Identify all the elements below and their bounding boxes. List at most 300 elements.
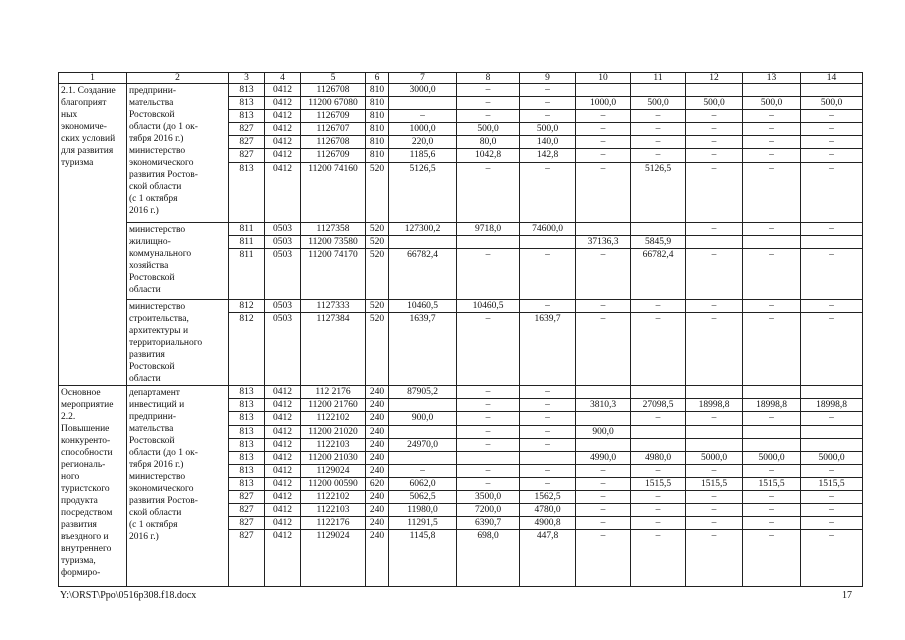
cell-col-12: – bbox=[686, 504, 743, 517]
cell-col-14 bbox=[801, 236, 863, 249]
cell-col-9: 4780,0 bbox=[520, 504, 576, 517]
cell-col-11: – bbox=[631, 530, 686, 587]
cell-col-9: 447,8 bbox=[520, 530, 576, 587]
cell-col-7: – bbox=[389, 110, 457, 123]
cell-col-14: – bbox=[801, 249, 863, 300]
executor-cell-line: области (до 1 ок- bbox=[129, 122, 198, 132]
cell-col-13: – bbox=[743, 223, 801, 236]
measure-cell-line: внутреннего bbox=[61, 544, 112, 554]
cell-col-11: – bbox=[631, 149, 686, 163]
cell-col-7: 5126,5 bbox=[389, 163, 457, 223]
cell-col-8: – bbox=[457, 412, 520, 426]
cell-col-8: – bbox=[457, 110, 520, 123]
table-row bbox=[59, 386, 863, 399]
cell-col-5: 1127333 bbox=[301, 300, 366, 313]
cell-col-10: – bbox=[576, 110, 631, 123]
cell-col-6: 240 bbox=[366, 426, 389, 439]
executor-cell bbox=[127, 300, 229, 386]
cell-col-13: 18998,8 bbox=[743, 399, 801, 412]
executor-cell-line: инвестиций и bbox=[129, 400, 185, 410]
header-cell: 13 bbox=[743, 73, 801, 84]
executor-cell-line: (с 1 октября bbox=[129, 194, 178, 204]
cell-col-7 bbox=[389, 426, 457, 439]
cell-col-5: 11200 73580 bbox=[301, 236, 366, 249]
cell-col-13: 5000,0 bbox=[743, 452, 801, 465]
cell-col-3: 813 bbox=[229, 439, 265, 452]
cell-col-11: 66782,4 bbox=[631, 249, 686, 300]
cell-col-12: 5000,0 bbox=[686, 452, 743, 465]
table-row bbox=[59, 300, 863, 313]
cell-col-5: 11200 00590 bbox=[301, 478, 366, 491]
cell-col-7: – bbox=[389, 465, 457, 478]
cell-col-13: – bbox=[743, 136, 801, 149]
cell-col-12: – bbox=[686, 123, 743, 136]
cell-col-8: 500,0 bbox=[457, 123, 520, 136]
cell-col-4: 0412 bbox=[265, 399, 301, 412]
cell-col-12: – bbox=[686, 223, 743, 236]
measure-cell-line: въездного и bbox=[61, 532, 109, 542]
cell-col-7 bbox=[389, 452, 457, 465]
cell-col-4: 0503 bbox=[265, 249, 301, 300]
cell-col-3: 813 bbox=[229, 97, 265, 110]
cell-col-12 bbox=[686, 439, 743, 452]
cell-col-11: 1515,5 bbox=[631, 478, 686, 491]
measure-cell-line: развития bbox=[61, 520, 97, 530]
cell-col-9: – bbox=[520, 412, 576, 426]
cell-col-13: – bbox=[743, 123, 801, 136]
cell-col-12: – bbox=[686, 517, 743, 530]
cell-col-4: 0412 bbox=[265, 84, 301, 97]
cell-col-14: – bbox=[801, 504, 863, 517]
cell-col-8: 9718,0 bbox=[457, 223, 520, 236]
measure-cell-line: конкуренто- bbox=[61, 436, 111, 446]
header-cell: 6 bbox=[366, 73, 389, 84]
executor-cell-line: 2016 г.) bbox=[129, 206, 159, 216]
measure-cell bbox=[59, 84, 127, 386]
measure-cell-line: туризма, bbox=[61, 556, 96, 566]
cell-col-12 bbox=[686, 84, 743, 97]
cell-col-13: – bbox=[743, 517, 801, 530]
cell-col-8: 10460,5 bbox=[457, 300, 520, 313]
cell-col-14: – bbox=[801, 149, 863, 163]
executor-cell-line: строительства, bbox=[129, 314, 189, 324]
cell-col-6: 810 bbox=[366, 123, 389, 136]
cell-col-14: – bbox=[801, 136, 863, 149]
cell-col-12: – bbox=[686, 530, 743, 587]
cell-col-13: – bbox=[743, 149, 801, 163]
cell-col-4: 0412 bbox=[265, 491, 301, 504]
cell-col-11: 5845,9 bbox=[631, 236, 686, 249]
cell-col-11: 5126,5 bbox=[631, 163, 686, 223]
cell-col-6: 520 bbox=[366, 223, 389, 236]
cell-col-13: – bbox=[743, 465, 801, 478]
cell-col-14: – bbox=[801, 300, 863, 313]
cell-col-14: – bbox=[801, 530, 863, 587]
cell-col-3: 827 bbox=[229, 491, 265, 504]
cell-col-7: 1185,6 bbox=[389, 149, 457, 163]
cell-col-3: 813 bbox=[229, 478, 265, 491]
cell-col-7 bbox=[389, 399, 457, 412]
cell-col-7: 1639,7 bbox=[389, 313, 457, 386]
header-cell: 5 bbox=[301, 73, 366, 84]
cell-col-7: 66782,4 bbox=[389, 249, 457, 300]
cell-col-9: – bbox=[520, 84, 576, 97]
cell-col-14: 5000,0 bbox=[801, 452, 863, 465]
cell-col-11: – bbox=[631, 300, 686, 313]
executor-cell-line: ской области bbox=[129, 508, 182, 518]
header-cell: 8 bbox=[457, 73, 520, 84]
executor-cell-line: развития bbox=[129, 350, 165, 360]
executor-cell-line: 2016 г.) bbox=[129, 532, 159, 542]
cell-col-3: 827 bbox=[229, 149, 265, 163]
cell-col-5: 11200 74170 bbox=[301, 249, 366, 300]
cell-col-3: 813 bbox=[229, 465, 265, 478]
cell-col-10: – bbox=[576, 504, 631, 517]
cell-col-14: – bbox=[801, 163, 863, 223]
cell-col-13 bbox=[743, 236, 801, 249]
cell-col-3: 812 bbox=[229, 300, 265, 313]
table-row bbox=[59, 84, 863, 97]
header-row bbox=[59, 73, 863, 84]
cell-col-10: 3810,3 bbox=[576, 399, 631, 412]
cell-col-3: 827 bbox=[229, 517, 265, 530]
cell-col-12: – bbox=[686, 313, 743, 386]
cell-col-13 bbox=[743, 439, 801, 452]
cell-col-5: 1122102 bbox=[301, 491, 366, 504]
cell-col-13 bbox=[743, 426, 801, 439]
cell-col-7: 220,0 bbox=[389, 136, 457, 149]
cell-col-3: 827 bbox=[229, 504, 265, 517]
cell-col-13: 1515,5 bbox=[743, 478, 801, 491]
cell-col-9 bbox=[520, 452, 576, 465]
cell-col-10: – bbox=[576, 163, 631, 223]
cell-col-6: 810 bbox=[366, 149, 389, 163]
cell-col-3: 812 bbox=[229, 313, 265, 386]
cell-col-5: 1122176 bbox=[301, 517, 366, 530]
cell-col-11: – bbox=[631, 517, 686, 530]
cell-col-14: – bbox=[801, 491, 863, 504]
cell-col-6: 240 bbox=[366, 399, 389, 412]
executor-cell-line: развития Ростов- bbox=[129, 496, 198, 506]
executor-cell-line: развития Ростов- bbox=[129, 170, 198, 180]
cell-col-13: – bbox=[743, 313, 801, 386]
cell-col-9: – bbox=[520, 399, 576, 412]
cell-col-9: – bbox=[520, 97, 576, 110]
cell-col-14 bbox=[801, 386, 863, 399]
cell-col-12 bbox=[686, 386, 743, 399]
cell-col-6: 810 bbox=[366, 136, 389, 149]
cell-col-14: – bbox=[801, 465, 863, 478]
cell-col-11 bbox=[631, 426, 686, 439]
cell-col-10 bbox=[576, 439, 631, 452]
cell-col-4: 0412 bbox=[265, 517, 301, 530]
cell-col-10: 4990,0 bbox=[576, 452, 631, 465]
measure-cell-line: ных bbox=[61, 110, 78, 120]
cell-col-8: 698,0 bbox=[457, 530, 520, 587]
cell-col-6: 240 bbox=[366, 517, 389, 530]
cell-col-13: – bbox=[743, 504, 801, 517]
measure-cell-line: региональ- bbox=[61, 460, 106, 470]
cell-col-4: 0412 bbox=[265, 452, 301, 465]
header-cell: 9 bbox=[520, 73, 576, 84]
executor-cell-line: министерство bbox=[129, 225, 186, 235]
cell-col-6: 520 bbox=[366, 163, 389, 223]
executor-cell-line: тября 2016 г.) bbox=[129, 460, 184, 470]
cell-col-10: – bbox=[576, 136, 631, 149]
cell-col-8: – bbox=[457, 399, 520, 412]
executor-cell-line: экономического bbox=[129, 484, 194, 494]
footer-file-path: Y:\ORST\Ppo\0516p308.f18.docx bbox=[60, 590, 197, 601]
cell-col-4: 0412 bbox=[265, 110, 301, 123]
executor-cell-line: архитектуры и bbox=[129, 326, 189, 336]
cell-col-5: 1122102 bbox=[301, 412, 366, 426]
cell-col-3: 813 bbox=[229, 386, 265, 399]
cell-col-4: 0503 bbox=[265, 223, 301, 236]
cell-col-4: 0412 bbox=[265, 439, 301, 452]
cell-col-11 bbox=[631, 439, 686, 452]
cell-col-12 bbox=[686, 426, 743, 439]
cell-col-13 bbox=[743, 386, 801, 399]
executor-cell-line: хозяйства bbox=[129, 261, 169, 271]
cell-col-4: 0412 bbox=[265, 97, 301, 110]
executor-cell-line: департамент bbox=[129, 388, 180, 398]
cell-col-5: 1126707 bbox=[301, 123, 366, 136]
cell-col-11: – bbox=[631, 412, 686, 426]
cell-col-5: 1122103 bbox=[301, 439, 366, 452]
cell-col-14 bbox=[801, 439, 863, 452]
cell-col-5: 1126709 bbox=[301, 149, 366, 163]
cell-col-7: 900,0 bbox=[389, 412, 457, 426]
executor-cell-line: министерство bbox=[129, 146, 186, 156]
cell-col-10 bbox=[576, 386, 631, 399]
cell-col-8: – bbox=[457, 249, 520, 300]
cell-col-8: – bbox=[457, 84, 520, 97]
cell-col-10: – bbox=[576, 517, 631, 530]
cell-col-9 bbox=[520, 236, 576, 249]
cell-col-9: – bbox=[520, 300, 576, 313]
header-cell: 1 bbox=[59, 73, 127, 84]
cell-col-10: 1000,0 bbox=[576, 97, 631, 110]
cell-col-4: 0412 bbox=[265, 386, 301, 399]
cell-col-4: 0412 bbox=[265, 465, 301, 478]
executor-cell bbox=[127, 223, 229, 300]
cell-col-13: – bbox=[743, 110, 801, 123]
executor-cell-line: министерство bbox=[129, 302, 186, 312]
cell-col-6: 620 bbox=[366, 478, 389, 491]
cell-col-8: 6390,7 bbox=[457, 517, 520, 530]
executor-cell-line: мательства bbox=[129, 424, 174, 434]
executor-cell-line: Ростовской bbox=[129, 362, 175, 372]
cell-col-7: 3000,0 bbox=[389, 84, 457, 97]
executor-cell-line: коммунального bbox=[129, 249, 192, 259]
cell-col-13: – bbox=[743, 163, 801, 223]
cell-col-9: 1562,5 bbox=[520, 491, 576, 504]
cell-col-5: 11200 21020 bbox=[301, 426, 366, 439]
cell-col-8: 7200,0 bbox=[457, 504, 520, 517]
cell-col-12: – bbox=[686, 300, 743, 313]
cell-col-3: 811 bbox=[229, 223, 265, 236]
cell-col-3: 813 bbox=[229, 163, 265, 223]
cell-col-4: 0412 bbox=[265, 426, 301, 439]
cell-col-9: 1639,7 bbox=[520, 313, 576, 386]
measure-cell-line: туристского bbox=[61, 484, 110, 494]
cell-col-3: 813 bbox=[229, 452, 265, 465]
measure-cell-line: Основное bbox=[61, 388, 101, 398]
cell-col-3: 813 bbox=[229, 84, 265, 97]
measure-cell-line: туризма bbox=[61, 158, 94, 168]
executor-cell-line: ской области bbox=[129, 182, 182, 192]
cell-col-5: 1126709 bbox=[301, 110, 366, 123]
cell-col-8: 80,0 bbox=[457, 136, 520, 149]
cell-col-6: 520 bbox=[366, 236, 389, 249]
cell-col-5: 11200 74160 bbox=[301, 163, 366, 223]
cell-col-7: 11980,0 bbox=[389, 504, 457, 517]
executor-cell-line: жилищно- bbox=[129, 237, 171, 247]
cell-col-10: – bbox=[576, 491, 631, 504]
cell-col-12: 500,0 bbox=[686, 97, 743, 110]
table-row bbox=[59, 223, 863, 236]
cell-col-6: 240 bbox=[366, 465, 389, 478]
measure-cell-line: мероприятие bbox=[61, 400, 114, 410]
cell-col-4: 0503 bbox=[265, 300, 301, 313]
cell-col-5: 1126708 bbox=[301, 136, 366, 149]
cell-col-8: 1042,8 bbox=[457, 149, 520, 163]
cell-col-9: – bbox=[520, 465, 576, 478]
executor-cell-line: области bbox=[129, 374, 161, 384]
cell-col-6: 240 bbox=[366, 530, 389, 587]
executor-cell-line: Ростовской bbox=[129, 273, 175, 283]
cell-col-6: 240 bbox=[366, 386, 389, 399]
cell-col-5: 1122103 bbox=[301, 504, 366, 517]
header-cell: 12 bbox=[686, 73, 743, 84]
cell-col-6: 810 bbox=[366, 84, 389, 97]
cell-col-4: 0412 bbox=[265, 163, 301, 223]
cell-col-13: 500,0 bbox=[743, 97, 801, 110]
measure-cell-line: благоприят bbox=[61, 98, 107, 108]
cell-col-12: – bbox=[686, 136, 743, 149]
cell-col-7: 1145,8 bbox=[389, 530, 457, 587]
cell-col-4: 0412 bbox=[265, 504, 301, 517]
executor-cell-line: тября 2016 г.) bbox=[129, 134, 184, 144]
cell-col-11 bbox=[631, 84, 686, 97]
cell-col-13: – bbox=[743, 300, 801, 313]
cell-col-5: 1127358 bbox=[301, 223, 366, 236]
cell-col-9: – bbox=[520, 163, 576, 223]
measure-cell-line: посредством bbox=[61, 508, 113, 518]
cell-col-3: 813 bbox=[229, 426, 265, 439]
cell-col-11: 4980,0 bbox=[631, 452, 686, 465]
cell-col-8: – bbox=[457, 97, 520, 110]
cell-col-14: – bbox=[801, 412, 863, 426]
cell-col-14: – bbox=[801, 123, 863, 136]
cell-col-10: – bbox=[576, 313, 631, 386]
cell-col-14: 500,0 bbox=[801, 97, 863, 110]
cell-col-11: – bbox=[631, 110, 686, 123]
executor-cell bbox=[127, 386, 229, 587]
cell-col-7 bbox=[389, 236, 457, 249]
executor-cell-line: предприни- bbox=[129, 86, 177, 96]
cell-col-11 bbox=[631, 223, 686, 236]
cell-col-6: 240 bbox=[366, 504, 389, 517]
cell-col-10: – bbox=[576, 465, 631, 478]
measure-cell-line: способности bbox=[61, 448, 113, 458]
cell-col-11 bbox=[631, 386, 686, 399]
cell-col-7 bbox=[389, 97, 457, 110]
cell-col-9: – bbox=[520, 478, 576, 491]
cell-col-6: 810 bbox=[366, 110, 389, 123]
executor-cell-line: экономического bbox=[129, 158, 194, 168]
cell-col-9: 142,8 bbox=[520, 149, 576, 163]
cell-col-4: 0412 bbox=[265, 478, 301, 491]
cell-col-6: 520 bbox=[366, 300, 389, 313]
cell-col-5: 11200 67080 bbox=[301, 97, 366, 110]
executor-cell-line: области (до 1 ок- bbox=[129, 448, 198, 458]
cell-col-5: 1126708 bbox=[301, 84, 366, 97]
cell-col-13: – bbox=[743, 491, 801, 504]
cell-col-4: 0412 bbox=[265, 412, 301, 426]
cell-col-10: – bbox=[576, 478, 631, 491]
cell-col-11: 500,0 bbox=[631, 97, 686, 110]
cell-col-6: 520 bbox=[366, 249, 389, 300]
cell-col-12: – bbox=[686, 149, 743, 163]
cell-col-12: – bbox=[686, 491, 743, 504]
cell-col-9: 500,0 bbox=[520, 123, 576, 136]
cell-col-10: – bbox=[576, 249, 631, 300]
executor-cell-line: министерство bbox=[129, 472, 186, 482]
measure-cell-line: Повышение bbox=[61, 424, 110, 434]
cell-col-11: – bbox=[631, 123, 686, 136]
cell-col-8: 3500,0 bbox=[457, 491, 520, 504]
cell-col-9: 140,0 bbox=[520, 136, 576, 149]
cell-col-7: 5062,5 bbox=[389, 491, 457, 504]
cell-col-14 bbox=[801, 426, 863, 439]
page-number: 17 bbox=[842, 590, 852, 601]
cell-col-5: 1129024 bbox=[301, 530, 366, 587]
header-cell: 4 bbox=[265, 73, 301, 84]
executor-cell-line: (с 1 октября bbox=[129, 520, 178, 530]
cell-col-12: 18998,8 bbox=[686, 399, 743, 412]
measure-cell-line: формиро- bbox=[61, 568, 101, 578]
cell-col-10: 37136,3 bbox=[576, 236, 631, 249]
executor-cell-line: Ростовской bbox=[129, 436, 175, 446]
cell-col-8: – bbox=[457, 163, 520, 223]
cell-col-12: – bbox=[686, 163, 743, 223]
cell-col-11: – bbox=[631, 504, 686, 517]
cell-col-10 bbox=[576, 223, 631, 236]
cell-col-13: – bbox=[743, 249, 801, 300]
cell-col-10: – bbox=[576, 123, 631, 136]
cell-col-12: – bbox=[686, 110, 743, 123]
cell-col-8: – bbox=[457, 386, 520, 399]
cell-col-8 bbox=[457, 236, 520, 249]
cell-col-12: 1515,5 bbox=[686, 478, 743, 491]
measure-cell-line: 2.2. bbox=[61, 412, 76, 422]
cell-col-9: – bbox=[520, 110, 576, 123]
cell-col-9: – bbox=[520, 249, 576, 300]
measure-cell-line: продукта bbox=[61, 496, 98, 506]
cell-col-7: 10460,5 bbox=[389, 300, 457, 313]
cell-col-12: – bbox=[686, 465, 743, 478]
cell-col-3: 811 bbox=[229, 249, 265, 300]
cell-col-7: 1000,0 bbox=[389, 123, 457, 136]
header-cell: 7 bbox=[389, 73, 457, 84]
measure-cell-line: ного bbox=[61, 472, 80, 482]
header-cell: 3 bbox=[229, 73, 265, 84]
cell-col-12 bbox=[686, 236, 743, 249]
cell-col-8: – bbox=[457, 439, 520, 452]
measure-cell-line: ских условий bbox=[61, 134, 116, 144]
cell-col-3: 827 bbox=[229, 123, 265, 136]
